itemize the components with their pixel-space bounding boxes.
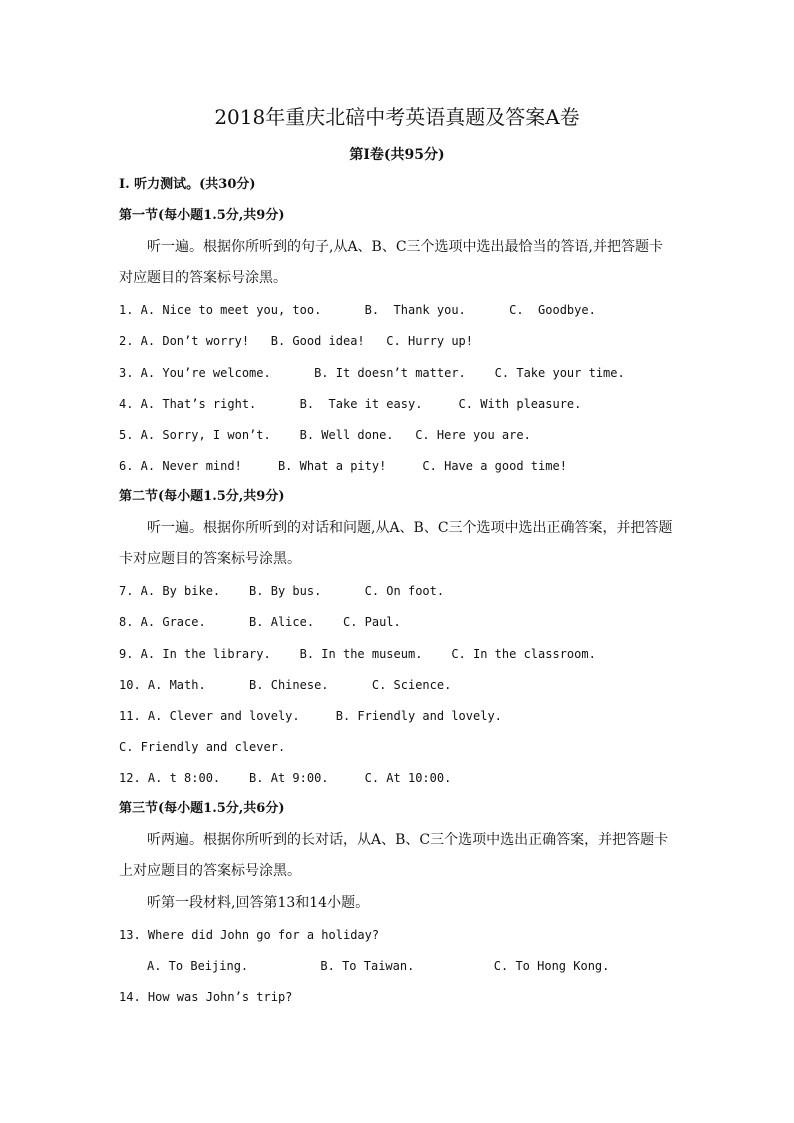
volume-subtitle: 第Ⅰ卷(共95分) <box>349 147 445 163</box>
question-line: 9. A. In the library. B. In the museum. C. In the classroom. <box>119 647 596 661</box>
instruction-text: 对应题目的答案标号涂黑。 <box>119 270 287 286</box>
question-line: 2. A. Don’t worry! B. Good idea! C. Hurry up! <box>119 334 474 348</box>
question-line: 1. A. Nice to meet you, too. B. Thank you. C. Goodbye. <box>119 303 596 317</box>
question-line: 7. A. By bike. B. By bus. C. On foot. <box>119 584 445 598</box>
section-heading: 第二节(每小题1.5分,共9分) <box>119 489 285 504</box>
instruction-text: 听一遍。根据你所听到的对话和问题,从A、B、C三个选项中选出正确答案，并把答题 <box>147 520 673 536</box>
question-line: 4. A. That’s right. B. Take it easy. C. With pleasure. <box>119 397 582 411</box>
document-title: 2018年重庆北碚中考英语真题及答案A卷 <box>214 105 580 129</box>
answer-options: A. To Beijing. B. To Taiwan. C. To Hong Kong. <box>147 959 610 973</box>
material-note: 听第一段材料,回答第13和14小题。 <box>147 895 370 911</box>
instruction-text: 上对应题目的答案标号涂黑。 <box>119 863 301 879</box>
question-line: 5. A. Sorry, I won’t. B. Well done. C. Here you are. <box>119 428 531 442</box>
instruction-text: 听两遍。根据你所听到的长对话，从A、B、C三个选项中选出正确答案，并把答题卡 <box>147 832 669 848</box>
question-line: 12. A. t 8:00. B. At 9:00. C. At 10:00. <box>119 771 452 785</box>
section-heading: 第一节(每小题1.5分,共9分) <box>119 208 285 223</box>
instruction-text: 听一遍。根据你所听到的句子,从A、B、C三个选项中选出最恰当的答语,并把答题卡 <box>147 239 664 255</box>
question-line: 8. A. Grace. B. Alice. C. Paul. <box>119 615 401 629</box>
question-line: 10. A. Math. B. Chinese. C. Science. <box>119 678 452 692</box>
question-line: 14. How was John’s trip? <box>119 990 293 1004</box>
part-heading: Ⅰ. 听力测试。(共30分) <box>119 177 256 192</box>
question-line: 6. A. Never mind! B. What a pity! C. Have a good time! <box>119 459 567 473</box>
question-line: 11. A. Clever and lovely. B. Friendly and lovely. <box>119 709 502 723</box>
question-line: 3. A. You’re welcome. B. It doesn’t matter. C. Take your time. <box>119 366 625 380</box>
question-line: 13. Where did John go for a holiday? <box>119 928 380 942</box>
question-line: C. Friendly and clever. <box>119 740 286 754</box>
instruction-text: 卡对应题目的答案标号涂黑。 <box>119 551 301 567</box>
section-heading: 第三节(每小题1.5分,共6分) <box>119 801 285 816</box>
